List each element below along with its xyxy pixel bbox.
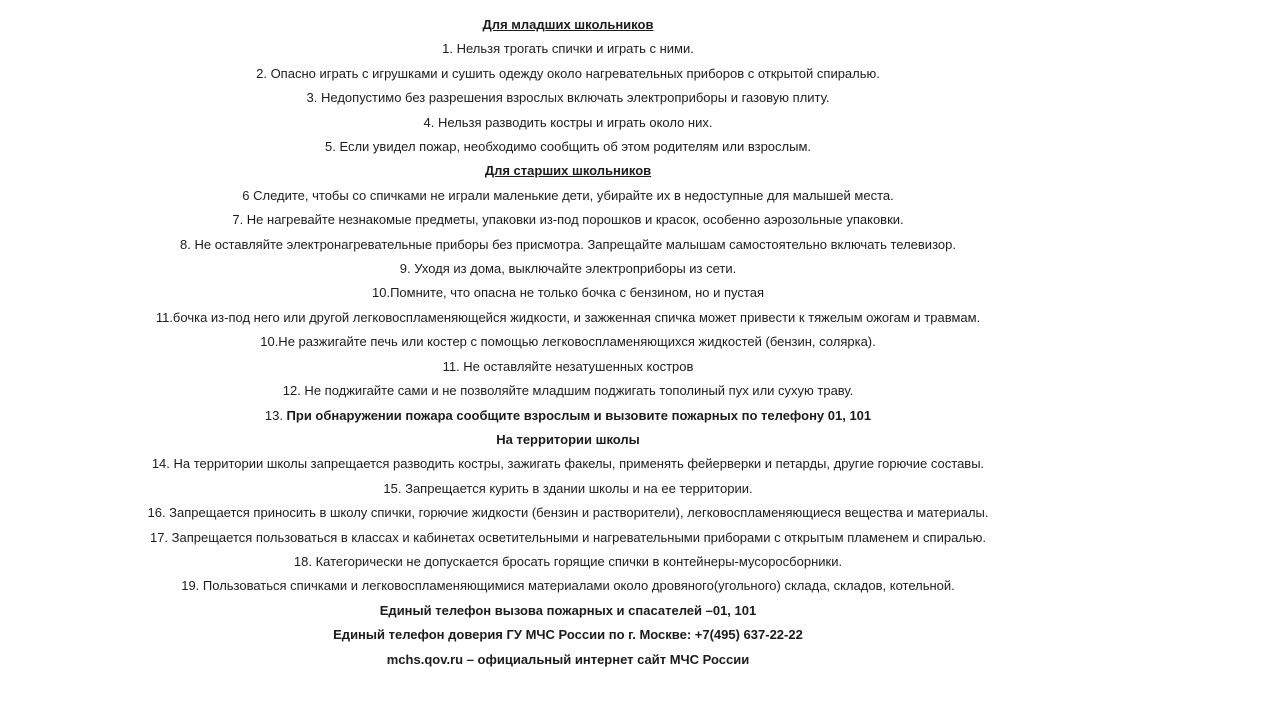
rule-line-12: 12. Не поджигайте сами и не позволяйте младшим поджигать тополиный пух или сухую траву. bbox=[282, 383, 854, 399]
rule-line-15: 15. Запрещается курить в здании школы и на ее территории. bbox=[383, 480, 753, 496]
rule-line-7: 7. Не нагревайте незнакомые предметы, упаковки из-под порошков и красок, особенно аэрозольные упаковки. bbox=[232, 212, 904, 228]
heading-school-territory: На территории школы bbox=[496, 431, 640, 447]
heading-junior-pupils: Для младших школьников bbox=[482, 17, 654, 32]
rule-13-bold-text: При обнаружении пожара сообщите взрослым и вызовите пожарных по телефону 01, 101 bbox=[286, 407, 872, 423]
rule-13-number: 13. bbox=[264, 407, 287, 423]
rule-line-2: 2. Опасно играть с игрушками и сушить одежду около нагревательных приборов с открытой спиралью. bbox=[256, 65, 880, 81]
rule-line-8: 8. Не оставляйте электронагревательные приборы без присмотра. Запрещайте малышам самостоятельно включать телевизор. bbox=[180, 236, 956, 252]
rule-line-14: 14. На территории школы запрещается разводить костры, зажигать факелы, применять фейерверки и петарды, другие горючие составы. bbox=[151, 456, 985, 472]
rule-line-16: 16. Запрещается приносить в школу спички, горючие жидкости (бензин и растворители), легковоспламеняющиеся вещества и материалы. bbox=[147, 505, 989, 521]
rule-line-11a: 11.бочка из-под него или другой легковоспламеняющейся жидкости, и зажженная спичка может привести к тяжелым ожогам и травмам. bbox=[155, 309, 981, 325]
rule-line-5: 5. Если увидел пожар, необходимо сообщить об этом родителям или взрослым. bbox=[324, 139, 812, 155]
rule-line-6: 6 Следите, чтобы со спичками не играли маленькие дети, убирайте их в недоступные для малышей места. bbox=[242, 187, 894, 203]
rule-line-10b: 10.Не разжигайте печь или костер с помощью легковоспламеняющихся жидкостей (бензин, солярка). bbox=[260, 334, 876, 350]
heading-senior-pupils: Для старших школьников bbox=[484, 163, 652, 179]
rule-line-9: 9. Уходя из дома, выключайте электроприборы из сети. bbox=[399, 261, 737, 277]
rule-line-13-emergency-call bbox=[0, 404, 1136, 428]
rule-line-17: 17. Запрещается пользоваться в классах и кабинетах осветительными и нагревательными приборами с открытым пламенем и спиралью. bbox=[149, 529, 987, 545]
rule-line-4: 4. Нельзя разводить костры и играть около них. bbox=[423, 114, 713, 130]
rule-line-19: 19. Пользоваться спичками и легковоспламеняющимися материалами около дровяного(угольного) склада, складов, котельной. bbox=[181, 578, 955, 594]
website-line-mchs: mchs.qov.ru – официальный интернет сайт МЧС России bbox=[386, 651, 750, 667]
rule-line-1: 1. Нельзя трогать спички и играть с ними. bbox=[442, 41, 694, 57]
rule-line-10a: 10.Помните, что опасна не только бочка с бензином, но и пустая bbox=[372, 285, 764, 301]
phone-line-rescue: Единый телефон вызова пожарных и спасателей –01, 101 bbox=[379, 602, 757, 618]
rule-line-18: 18. Категорически не допускается бросать горящие спички в контейнеры-мусоросборники. bbox=[293, 553, 843, 569]
rule-line-11b: 11. Не оставляйте незатушенных костров bbox=[442, 358, 694, 374]
phone-line-trust: Единый телефон доверия ГУ МЧС России по г. Москве: +7(495) 637-22-22 bbox=[333, 627, 803, 643]
rule-line-3: 3. Недопустимо без разрешения взрослых включать электроприборы и газовую плиту. bbox=[306, 90, 830, 106]
